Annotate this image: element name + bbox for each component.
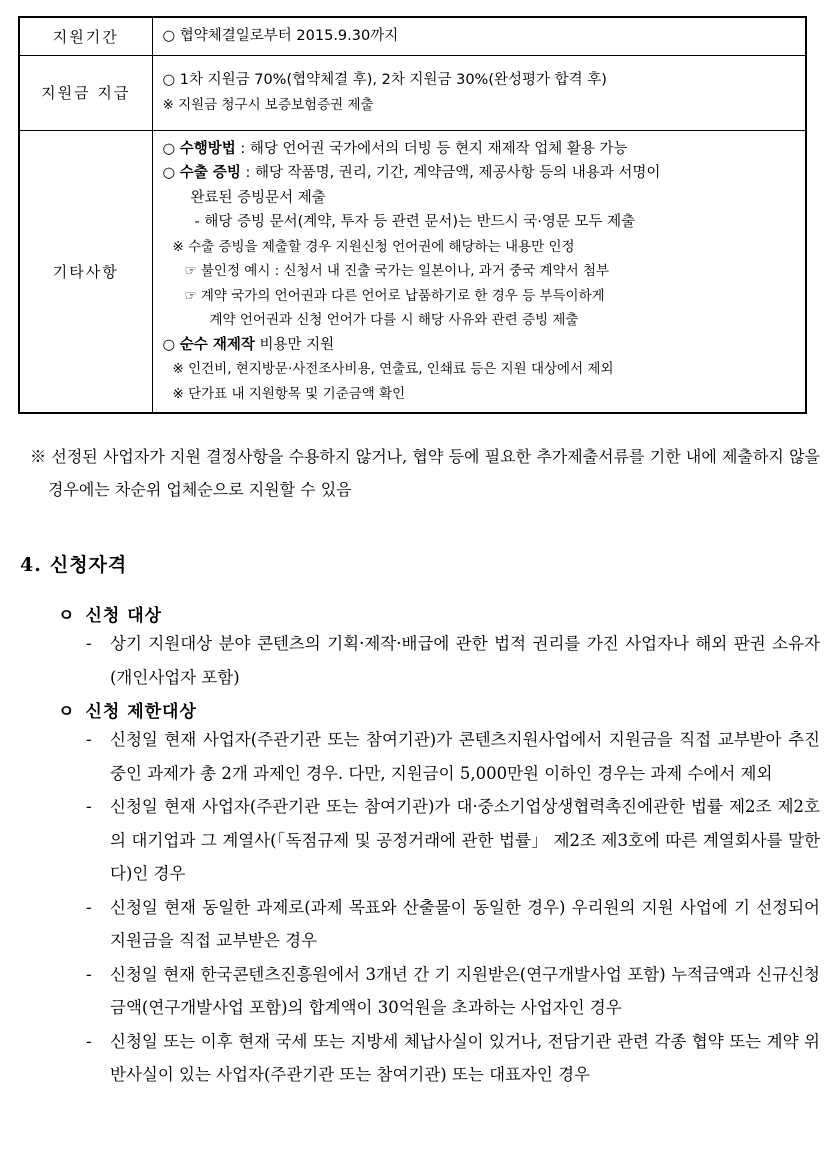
table-cell-line: 완료된 증빙문서 제출 <box>190 189 326 206</box>
list-item <box>86 1025 820 1092</box>
dash-bullet: - <box>86 797 92 816</box>
list-item-text: 상기 지원대상 분야 콘텐츠의 기획·제작·배급에 관한 법적 권리를 가진 사업자나 해외 판권 소유자(개인사업자 포함) <box>110 634 820 687</box>
circle-bullet: ㅇ <box>58 606 76 626</box>
group-title-label: 신청 대상 <box>85 606 163 626</box>
row-content-cell <box>152 130 806 413</box>
table-row <box>19 130 806 413</box>
support-info-table <box>18 16 807 414</box>
list-item <box>86 723 820 790</box>
list-item <box>86 627 820 694</box>
group-title <box>58 601 820 626</box>
application-section <box>18 601 820 1092</box>
table-cell-line: - 해당 증빙 문서(계약, 투자 등 관련 문서)는 반드시 국·영문 모두 제출 <box>194 214 636 230</box>
table-cell-line: ※ 수출 증빙을 제출할 경우 지원신청 언어권에 해당하는 내용만 인정 <box>172 238 575 255</box>
table-cell-line: 계약 언어권과 신청 언어가 다를 시 해당 사유와 관련 증빙 제출 <box>209 312 579 328</box>
table-cell-line: ○ 1차 지원금 70%(협약체결 후), 2차 지원금 30%(완성평가 합격 후) <box>162 72 607 88</box>
dash-bullet: - <box>86 730 92 749</box>
row-content-cell <box>152 17 806 55</box>
list-item-text: 신청일 현재 사업자(주관기관 또는 참여기관)가 콘텐츠지원사업에서 지원금을 직접 교부받아 추진 중인 과제가 총 2개 과제인 경우. 다만, 지원금이 5,000만원 이하인 경우는 과제 수에서 제외 <box>110 730 820 783</box>
list-item-text: 신청일 또는 이후 현재 국세 또는 지방세 체납사실이 있거나, 전담기관 관련 각종 협약 또는 계약 위반사실이 있는 사업자(주관기관 또는 참여기관) 또는 대표자인 경우 <box>110 1031 820 1084</box>
table-cell-line: ☞ 불인정 예시 : 신청서 내 진출 국가는 일본이나, 과거 중국 계약서 첨부 <box>184 263 610 279</box>
list-item <box>86 958 820 1025</box>
dash-bullet: - <box>86 964 92 984</box>
list-item-text: 신청일 현재 동일한 과제로(과제 목표와 산출물이 동일한 경우) 우리원의 지원 사업에 기 선정되어 지원금을 직접 교부받은 경우 <box>110 897 820 950</box>
table-footnote: ※ 선정된 사업자가 지원 결정사항을 수용하지 않거나, 협약 등에 필요한 추가제출서류를 기한 내에 제출하지 않을 경우에는 차순위 업체순으로 지원할 수 있음 <box>30 447 820 499</box>
section-title: 신청자격 <box>49 554 128 576</box>
dash-bullet: - <box>86 1031 92 1051</box>
table-row <box>19 55 806 130</box>
table-cell-line: ※ 인건비, 현지방문·사전조사비용, 연출료, 인쇄료 등은 지원 대상에서 제외 <box>172 361 614 377</box>
group-title-label: 신청 제한대상 <box>85 702 197 722</box>
table-cell-line: ☞ 계약 국가의 언어권과 다른 언어로 납품하기로 한 경우 등 부득이하게 <box>184 287 605 304</box>
section-number: 4. <box>20 554 42 576</box>
table-cell-line: ○ 수행방법 : 해당 언어권 국가에서의 더빙 등 현지 재제작 업체 활용 가능 <box>162 140 628 157</box>
table-cell-line: ※ 단가표 내 지원항목 및 기준금액 확인 <box>172 385 406 402</box>
list-item-text: 신청일 현재 사업자(주관기관 또는 참여기관)가 대·중소기업상생협력촉진에관한 법률 제2조 제2호의 대기업과 그 계열사(「독점규제 및 공정거래에 관한 법률」 제2조 제3호에 따른 계열회사를 말한다)인 경우 <box>110 797 820 883</box>
bold-term: 수행방법 <box>179 140 236 157</box>
bold-term: 순수 재제작 <box>179 336 255 353</box>
section-heading <box>20 550 820 577</box>
list-item <box>86 891 820 958</box>
bold-term: 수출 증빙 <box>179 165 241 181</box>
row-header-cell: 지원금 지급 <box>19 55 152 130</box>
circle-bullet: ㅇ <box>58 702 76 722</box>
list-item <box>86 790 820 891</box>
row-content-cell <box>152 55 806 130</box>
table-cell-line: ○ 순수 재제작 비용만 지원 <box>162 336 335 353</box>
dash-bullet: - <box>86 634 92 653</box>
table-cell-line: ○ 협약체결일로부터 2015.9.30까지 <box>162 28 399 44</box>
group-title <box>58 697 820 722</box>
row-header-cell: 지원기간 <box>19 17 152 55</box>
list-item-text: 신청일 현재 한국콘텐츠진흥원에서 3개년 간 기 지원받은(연구개발사업 포함) 누적금액과 신규신청금액(연구개발사업 포함)의 합계액이 30억원을 초과하는 사업자인 경우 <box>110 964 820 1017</box>
row-header-cell: 기타사항 <box>19 130 152 413</box>
table-cell-line: ○ 수출 증빙 : 해당 작품명, 권리, 기간, 계약금액, 제공사항 등의 내용과 서명이 <box>162 165 661 181</box>
table-cell-line: ※ 지원금 청구시 보증보험증권 제출 <box>162 96 374 113</box>
dash-bullet: - <box>86 897 92 917</box>
table-row <box>19 17 806 55</box>
